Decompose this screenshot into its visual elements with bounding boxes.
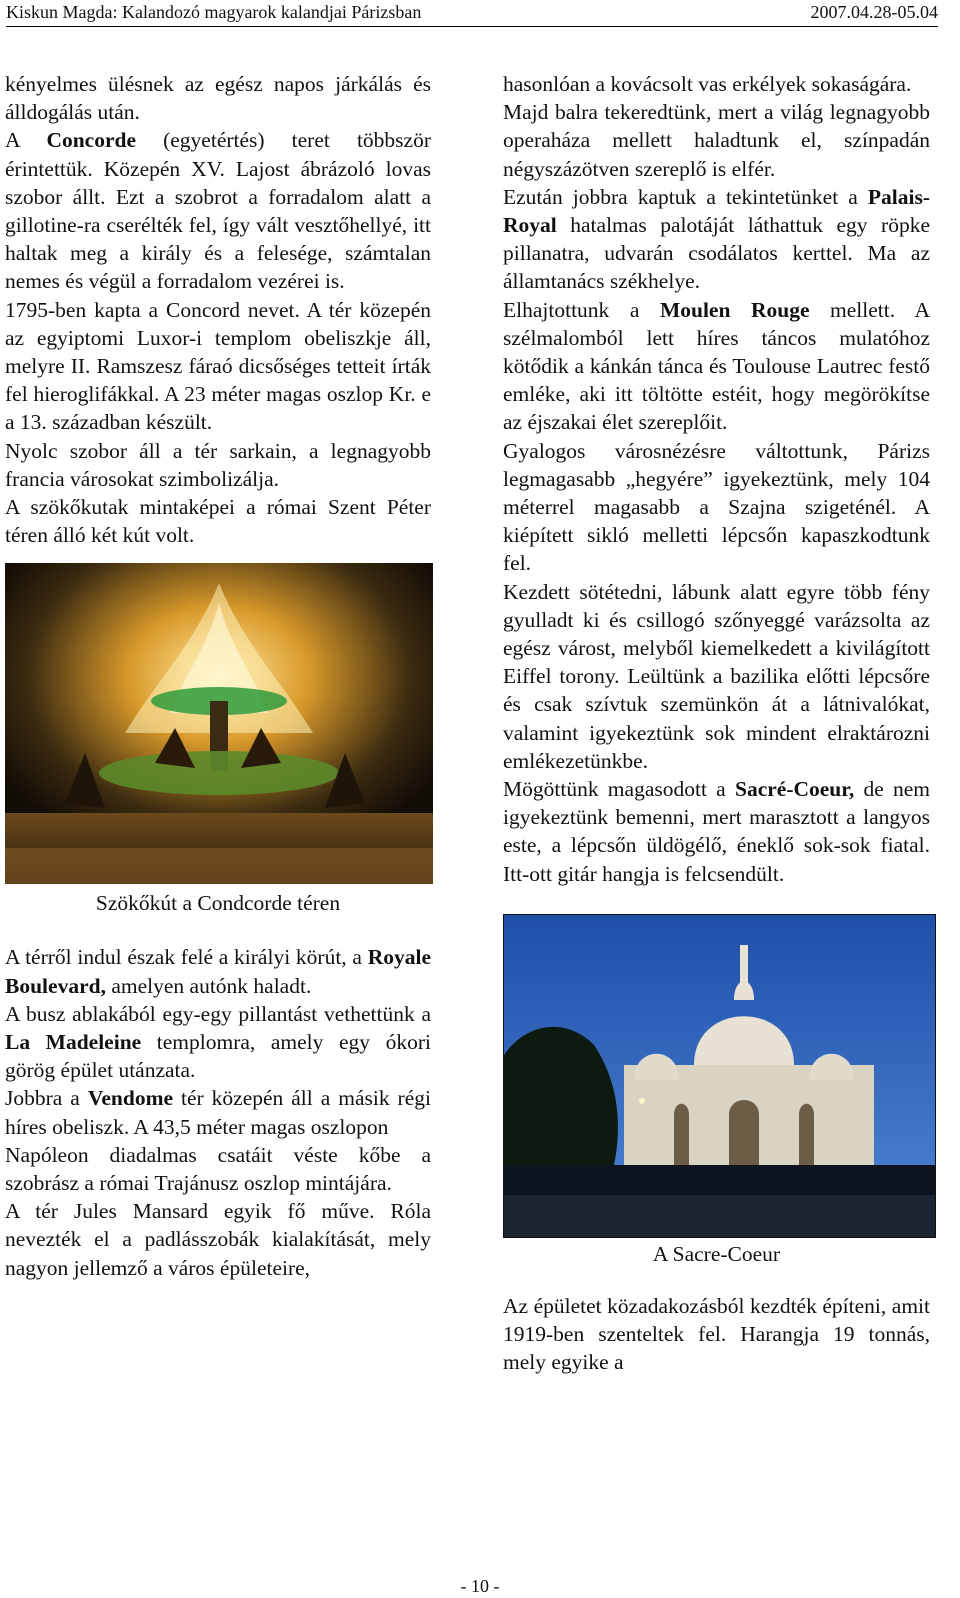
- fountain-figure: [5, 563, 431, 917]
- page-number: - 10 -: [460, 1576, 500, 1596]
- fountain-photo: [5, 563, 433, 884]
- sacre-coeur-caption: A Sacre-Coeur: [652, 1241, 781, 1266]
- paragraph: Mögöttünk magasodott a Sacré-Coeur, de nem igyekeztünk bemenni, mert marasztott a langyos este, a lépcsőn üldögélő, éneklő sok-sok fiatal. Itt-ott gitár hangja is felcsendült.: [503, 777, 931, 886]
- paragraph: A Concorde (egyetértés) teret többször érintettük. Közepén XV. Lajost ábrázoló lovas szobor állt. Ezt a szobrot a forradalom alatt a gillotine-ra cserélték fel, így vált vesztőhellyé, itt haltak meg a király és a felesége, számtalan nemes és végül a forradalom vezérei is.: [5, 128, 431, 294]
- right-column: [503, 70, 930, 1377]
- bold-term: Sacré-Coeur,: [734, 777, 855, 802]
- paragraph: Kezdett sötétedni, lábunk alatt egyre több fény gyulladt ki és csillogó szőnyeggé varázsolta az egész várost, melyből kiemelkedett a kivilágított Eiffel torony. Leültünk a bazilika előtti lépcsőre és csak szívtuk szemünkön át a látnivalókat, valamint igyekeztünk sok mindent elraktározni emlékezetünkbe.: [503, 579, 930, 773]
- paragraph: Ezután jobbra kaptuk a tekintetünket a Palais-Royal hatalmas palotáját láthattuk egy röpke pillanatra, udvarán csodálatos kerttel. Ma az államtanács székhelye.: [503, 184, 930, 294]
- page-header: [6, 0, 938, 27]
- left-column: [5, 70, 431, 1282]
- paragraph: Jobbra a Vendome tér közepén áll a másik régi híres obeliszk. A 43,5 méter magas oszlopon: [5, 1086, 431, 1139]
- paragraph: Az épületet közadakozásból kezdték építeni, amit 1919-ben szenteltek fel. Harangja 19 tonnás, mely egyike a: [503, 1293, 930, 1375]
- bold-term: La Madeleine: [5, 1030, 142, 1055]
- sacre-coeur-photo: [503, 914, 936, 1238]
- paragraph: A busz ablakából egy-egy pillantást vethettünk a La Madeleine templomra, amely egy ókori görög épület utánzata.: [5, 1001, 431, 1083]
- paragraph: A tér Jules Mansard egyik fő műve. Róla nevezték el a padlásszobák kialakítását, mely nagyon jellemző a város épületeire,: [5, 1199, 431, 1280]
- paragraph: Napóleon diadalmas csatáit véste kőbe a szobrász a római Trajánusz oszlop mintájára.: [5, 1142, 431, 1196]
- paragraph: A szökőkutak mintaképei a római Szent Péter téren álló két kút volt.: [5, 495, 431, 548]
- bold-term: Palais-Royal: [503, 184, 930, 238]
- fountain-caption: Szökőkút a Condcorde téren: [95, 891, 341, 916]
- bold-term: Vendome: [87, 1086, 174, 1111]
- paragraph: Majd balra tekeredtünk, mert a világ legnagyobb operaháza mellett haladtunk el, színpadán négyszázötven szereplő is elfér.: [503, 100, 930, 181]
- paragraph: Nyolc szobor áll a tér sarkain, a legnagyobb francia városokat szimbolizálja.: [5, 438, 431, 491]
- bold-term: Concorde: [46, 128, 137, 153]
- sacre-coeur-figure: [503, 914, 930, 1268]
- bold-term: Moulen Rouge: [659, 297, 810, 322]
- paragraph: kényelmes ülésnek az egész napos járkálás és álldogálás után.: [5, 72, 431, 125]
- header-title: Kiskun Magda: Kalandozó magyarok kalandjai Párizsban: [6, 2, 422, 22]
- paragraph: hasonlóan a kovácsolt vas erkélyek sokaságára.: [503, 72, 912, 96]
- header-date: 2007.04.28-05.04: [810, 2, 938, 22]
- bold-term: Royale Boulevard,: [5, 945, 431, 998]
- paragraph: Elhajtottunk a Moulen Rouge mellett. A szélmalomból lett híres táncos mulatóhoz kötődik a kánkán tánca és Toulouse Lautrec festő emléke, aki itt töltötte estéit, hogy megörökítse az éjszakai élet szereplőit.: [503, 297, 930, 435]
- paragraph: A térről indul észak felé a királyi körút, a Royale Boulevard, amelyen autónk haladt.: [5, 945, 431, 998]
- paragraph: 1795-ben kapta a Concord nevet. A tér közepén az egyiptomi Luxor-i templom obeliszkje áll, melyre II. Ramszesz fáraó dicsőséges tetteit írták fel hieroglifákkal. A 23 méter magas oszlop Kr. e a 13. században készült.: [5, 297, 431, 435]
- paragraph: Gyalogos városnézésre váltottunk, Párizs legmagasabb „hegyére” igyekeztünk, mely 104 méterrel magasabb a Szajna szigeténél. A kiépített sikló melletti lépcsőn kapaszkodtunk fel.: [503, 438, 930, 576]
